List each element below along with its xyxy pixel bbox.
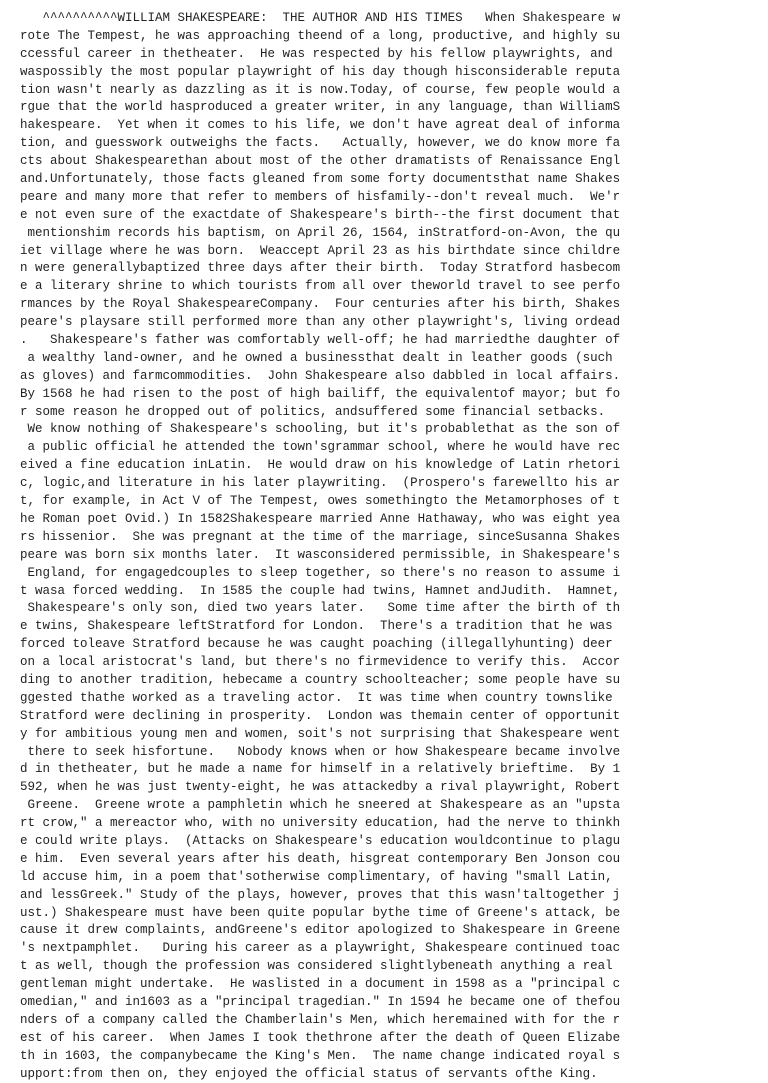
text-line: n were generallybaptized three days after their birth. Today Stratford hasbecom (20, 261, 621, 276)
text-line: hakespeare. Yet when it comes to his life, we don't have agreat deal of informa (20, 118, 621, 133)
text-line: We know nothing of Shakespeare's schooling, but it's probablethat as the son of (20, 422, 621, 437)
text-line: nders of a company called the Chamberlain's Men, which heremained with for the r (20, 1012, 621, 1027)
text-line: a wealthy land-owner, and he owned a businessthat dealt in leather goods (such (20, 350, 613, 365)
text-line: iet village where he was born. Weaccept April 23 as his birthdate since childre (20, 243, 621, 258)
text-line: e him. Even several years after his death, hisgreat contemporary Ben Jonson cou (20, 851, 621, 866)
text-line: upport:from then on, they enjoyed the official status of servants ofthe King. (20, 1066, 598, 1081)
text-line: ding to another tradition, hebecame a country schoolteacher; some people have su (20, 672, 621, 687)
text-line: as gloves) and farmcommodities. John Shakespeare also dabbled in local affairs. (20, 368, 621, 383)
text-line: gentleman might undertake. He waslisted in a document in 1598 as a "principal c (20, 977, 621, 992)
text-line: r some reason he dropped out of politics, andsuffered some financial setbacks. (20, 404, 606, 419)
text-line: ^^^^^^^^^^WILLIAM SHAKESPEARE: THE AUTHOR AND HIS TIMES When Shakespeare w (20, 11, 621, 25)
text-line: rt crow," a mereactor who, with no university education, had the nerve to thinkh (20, 816, 621, 831)
text-line: there to seek hisfortune. Nobody knows when or how Shakespeare became involve (20, 744, 621, 759)
text-line: cts about Shakespearethan about most of the other dramatists of Renaissance Engl (20, 154, 621, 169)
text-line: rmances by the Royal ShakespeareCompany. Four centuries after his birth, Shakes (20, 297, 621, 312)
text-line: rs hissenior. She was pregnant at the time of the marriage, sinceSusanna Shakes (20, 529, 621, 544)
text-line: England, for engagedcouples to sleep together, so there's no reason to assume i (20, 565, 621, 580)
text-line: t as well, though the profession was considered slightlybeneath anything a real (20, 959, 613, 974)
text-line: mentionshim records his baptism, on April 26, 1564, inStratford-on-Avon, the qu (20, 225, 621, 240)
text-line: e a literary shrine to which tourists from all over theworld travel to see perfo (20, 279, 621, 294)
text-line: d in thetheater, but he made a name for himself in a relatively brieftime. By 1 (20, 762, 621, 777)
text-line: ggested thathe worked as a traveling actor. It was time when country townslike (20, 690, 613, 705)
text-line: 592, when he was just twenty-eight, he was attackedby a rival playwright, Robert (20, 780, 621, 795)
text-line: a public official he attended the town'sgrammar school, where he would have rec (20, 440, 621, 455)
text-line: cause it drew complaints, andGreene's editor apologized to Shakespeare in Greene (20, 923, 621, 938)
text-line: th in 1603, the companybecame the King's Men. The name change indicated royal s (20, 1048, 621, 1063)
text-line: and.Unfortunately, those facts gleaned from some forty documentsthat name Shakes (20, 172, 621, 187)
text-line: eived a fine education inLatin. He would draw on his knowledge of Latin rhetori (20, 458, 621, 473)
text-line: and lessGreek." Study of the plays, however, proves that this wasn'taltogether j (20, 887, 621, 902)
text-line: peare's playsare still performed more than any other playwright's, living ordead (20, 315, 621, 330)
text-line: he Roman poet Ovid.) In 1582Shakespeare married Anne Hathaway, who was eight yea (20, 511, 621, 526)
text-line: e could write plays. (Attacks on Shakespeare's education wouldcontinue to plagu (20, 833, 621, 848)
text-line: rote The Tempest, he was approaching theend of a long, productive, and highly su (20, 28, 621, 43)
text-line: omedian," and in1603 as a "principal tragedian." In 1594 he became one of thefou (20, 994, 621, 1009)
text-line: tion, and guesswork outweighs the facts. Actually, however, we do know more fa (20, 136, 621, 151)
text-line: Shakespeare's only son, died two years later. Some time after the birth of th (20, 601, 621, 616)
text-line: ust.) Shakespeare must have been quite popular bythe time of Greene's attack, be (20, 905, 621, 920)
text-line: forced toleave Stratford because he was caught poaching (illegallyhunting) deer (20, 637, 613, 652)
text-line: Stratford were declining in prosperity. London was themain center of opportunit (20, 708, 621, 723)
text-line: est of his career. When James I took thethrone after the death of Queen Elizabe (20, 1030, 621, 1045)
text-line: 's nextpamphlet. During his career as a playwright, Shakespeare continued toac (20, 941, 621, 956)
text-line: ld accuse him, in a poem that'sotherwise complimentary, of having "small Latin, (20, 869, 613, 884)
text-line: By 1568 he had risen to the post of high bailiff, the equivalentof mayor; but fo (20, 386, 621, 401)
text-line: c, logic,and literature in his later playwriting. (Prospero's farewellto his ar (20, 476, 621, 491)
text-line: e twins, Shakespeare leftStratford for London. There's a tradition that he was (20, 619, 613, 634)
text-line: tion wasn't nearly as dazzling as it is now.Today, of course, few people would a (20, 82, 621, 97)
text-line: peare and many more that refer to members of hisfamily--don't reveal much. We'r (20, 189, 621, 204)
text-line: peare was born six months later. It wasconsidered permissible, in Shakespeare's (20, 547, 621, 562)
text-line: Greene. Greene wrote a pamphletin which he sneered at Shakespeare as an "upsta (20, 798, 621, 813)
text-line: e not even sure of the exactdate of Shakespeare's birth--the first document that (20, 207, 621, 222)
text-line: t, for example, in Act V of The Tempest, owes somethingto the Metamorphoses of t (20, 494, 621, 509)
text-line: ccessful career in thetheater. He was respected by his fellow playwrights, and (20, 46, 613, 61)
text-line: y for ambitious young men and women, soit's not surprising that Shakespeare went (20, 726, 621, 741)
text-line: rgue that the world hasproduced a greater writer, in any language, than WilliamS (20, 100, 621, 115)
document-page (20, 10, 760, 1083)
text-line: . Shakespeare's father was comfortably well-off; he had marriedthe daughter of (20, 333, 621, 348)
text-line: t wasa forced wedding. In 1585 the couple had twins, Hamnet andJudith. Hamnet, (20, 583, 621, 598)
text-line: on a local aristocrat's land, but there's no firmevidence to verify this. Accor (20, 655, 621, 670)
text-line: waspossibly the most popular playwright of his day though hisconsiderable reputa (20, 64, 621, 79)
